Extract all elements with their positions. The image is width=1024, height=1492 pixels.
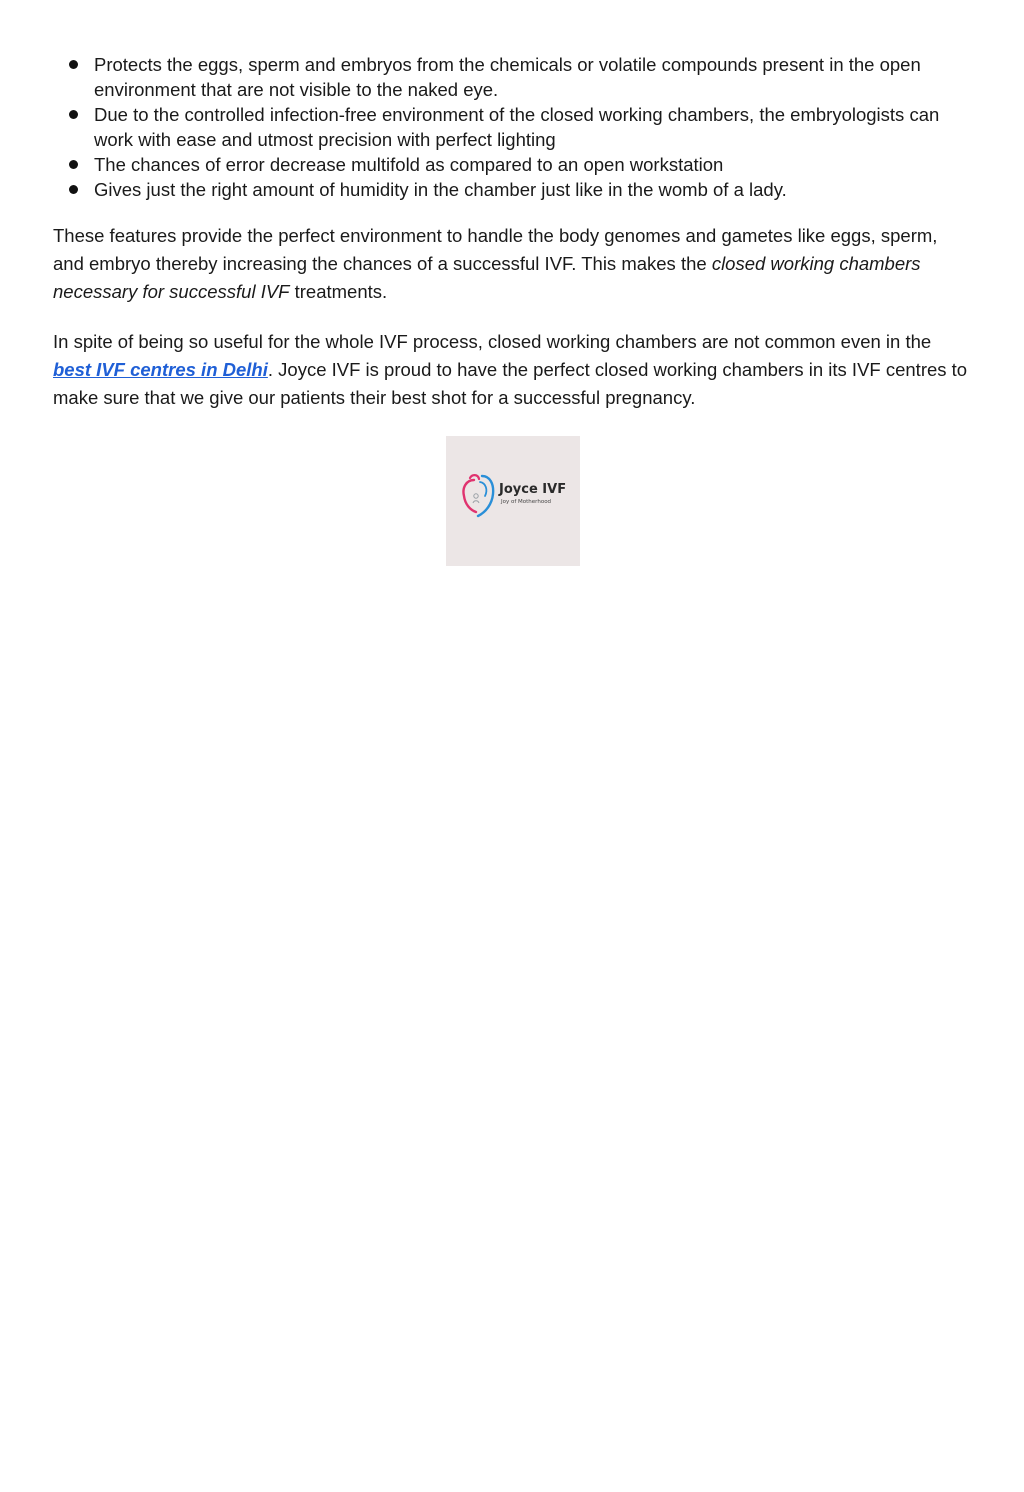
- closing-paragraph: [53, 328, 973, 412]
- list-item: [53, 177, 973, 202]
- features-paragraph: [53, 222, 973, 306]
- list-item: [53, 152, 973, 177]
- feature-list: [53, 52, 973, 202]
- list-item-text: Due to the controlled infection-free environment of the closed working chambers, the embryologists can work with ease and utmost precision with perfect lighting: [94, 104, 940, 150]
- paragraph-text: In spite of being so useful for the whole IVF process, closed working chambers are not common even in the: [53, 331, 932, 352]
- paragraph-text: These features provide the perfect environment to handle the body genomes and gametes like eggs, sperm, and embryo thereby increasing the chances of a successful IVF. This makes the: [53, 225, 938, 274]
- mother-child-logo-icon: [460, 474, 498, 518]
- bullet-icon: [69, 60, 78, 69]
- joyce-ivf-logo: [446, 436, 580, 566]
- logo-subtitle: Joy of Motherhood: [501, 499, 552, 505]
- bullet-icon: [69, 160, 78, 169]
- document-page: [53, 52, 973, 412]
- best-ivf-centres-link[interactable]: best IVF centres in Delhi: [53, 359, 268, 380]
- bullet-icon: [69, 110, 78, 119]
- list-item-text: The chances of error decrease multifold as compared to an open workstation: [94, 154, 724, 175]
- logo-title: Joyce IVF: [499, 482, 567, 497]
- emphasis-text: closed working chambers necessary for successful IVF: [53, 253, 921, 302]
- list-item-text: Protects the eggs, sperm and embryos from the chemicals or volatile compounds present in the open environment that are not visible to the naked eye.: [94, 54, 921, 100]
- bullet-icon: [69, 185, 78, 194]
- list-item: [53, 52, 973, 102]
- list-item: [53, 102, 973, 152]
- paragraph-text: treatments.: [289, 281, 388, 302]
- paragraph-text: . Joyce IVF is proud to have the perfect closed working chambers in its IVF centres to make sure that we give our patients their best shot for a successful pregnancy.: [53, 359, 968, 408]
- list-item-text: Gives just the right amount of humidity in the chamber just like in the womb of a lady.: [94, 179, 787, 200]
